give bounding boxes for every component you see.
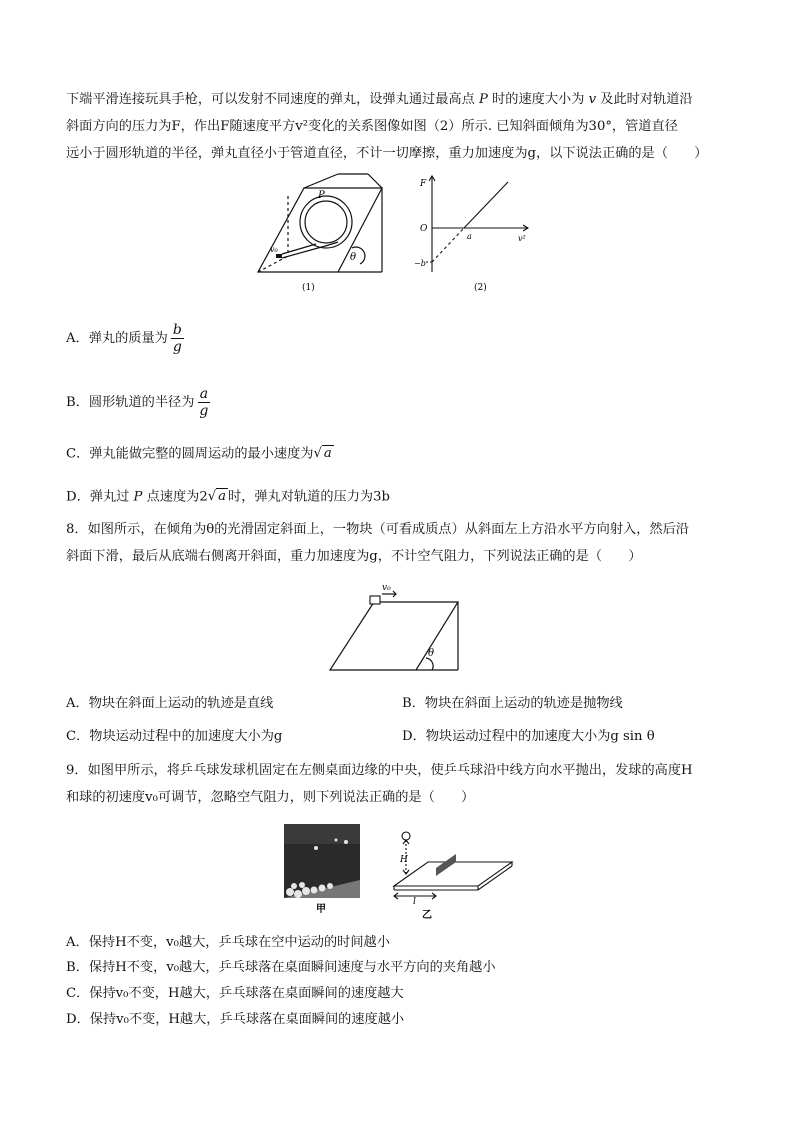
q7-option-a: A．弹丸的质量为 $\frac{b}{g}$	[66, 322, 182, 355]
ping-pong-ball	[402, 832, 410, 840]
origin-label: O	[420, 224, 428, 234]
q9-stem-line2: 和球的初速度v₀可调节，忽略空气阻力，则下列说法正确的是（ ）	[66, 790, 475, 805]
q8-option-b: B．物块在斜面上运动的轨迹是抛物线	[402, 696, 623, 711]
length-l-label: l	[413, 897, 416, 907]
q7-figure-1	[248, 168, 388, 296]
point-p-label: P	[318, 190, 325, 201]
figure-1-caption: (1)	[302, 283, 315, 293]
q9-diagram-yi	[386, 826, 516, 922]
graph-line-dashed	[432, 228, 464, 262]
theta-label: θ	[350, 252, 357, 263]
figure-2-caption: (2)	[474, 283, 487, 293]
q8-stem-line2: 斜面下滑，最后从底端右侧离开斜面，重力加速度为g，不计空气阻力，下列说法正确的是（ ）	[66, 549, 642, 564]
q8-incline	[330, 602, 458, 670]
q8-theta-label: θ	[428, 648, 435, 659]
q8-option-c: C．物块运动过程中的加速度大小为g	[66, 729, 283, 744]
q7-stem-line2: 斜面方向的压力为F，作出F随速度平方v²变化的关系图像如图（2）所示. 已知斜面倾角为30°，管道直径	[66, 119, 678, 134]
circular-track-inner	[305, 201, 347, 243]
q7-option-c: C．弹丸能做完整的圆周运动的最小速度为√ a	[66, 446, 332, 462]
v0-label: v₀	[270, 245, 278, 254]
a-label: a	[467, 232, 472, 241]
f-axis-label: F	[420, 179, 427, 189]
q9-option-b: B．保持H不变，v₀越大，乒乓球落在桌面瞬间速度与水平方向的夹角越小	[66, 960, 496, 975]
q8-v0-label: v₀	[382, 583, 391, 593]
q8-option-a: A．物块在斜面上运动的轨迹是直线	[66, 696, 274, 711]
q7-option-d: D．弹丸过 P 点速度为2√ a 时，弹丸对轨道的压力为3b	[66, 489, 390, 505]
photo-jia-caption: 甲	[316, 904, 326, 915]
q9-photo-jia	[284, 824, 360, 916]
q9-stem-line1: 9．如图甲所示，将乒乓球发球机固定在左侧桌面边缘的中央，使乒乓球沿中线方向水平抛出，发球的高度H	[66, 763, 693, 778]
q9-option-d: D．保持v₀不变，H越大，乒乓球落在桌面瞬间的速度越小	[66, 1012, 405, 1027]
v2-axis-label: v²	[518, 234, 526, 243]
minus-b-label: −b	[414, 259, 426, 268]
table-top	[394, 862, 512, 886]
diagram-yi-caption: 乙	[422, 910, 432, 921]
q7-stem-line3: 远小于圆形轨道的半径，弹丸直径小于管道直径，不计一切摩擦，重力加速度为g，以下说法正确的是（ ）	[66, 146, 708, 161]
q9-stem	[66, 757, 730, 811]
q7-figure-2	[412, 168, 536, 296]
table-net	[436, 854, 456, 876]
q7-stem	[66, 86, 730, 167]
q7-option-b: B．圆形轨道的半径为 $\frac{a}{g}$	[66, 386, 209, 419]
q8-option-d: D．物块运动过程中的加速度大小为g sin θ	[402, 729, 655, 744]
q9-option-a: A．保持H不变，v₀越大，乒乓球在空中运动的时间越小	[66, 935, 390, 950]
q9-option-c: C．保持v₀不变，H越大，乒乓球落在桌面瞬间的速度越大	[66, 986, 404, 1001]
block	[370, 596, 380, 604]
q8-stem-line1: 8．如图所示，在倾角为θ的光滑固定斜面上，一物块（可看成质点）从斜面左上方沿水平方向射入，然后沿	[66, 522, 689, 537]
q8-figure	[324, 576, 470, 676]
q7-stem-line1: 下端平滑连接玩具手枪，可以发射不同速度的弹丸，设弹丸通过最高点 P 时的速度大小为 v 及此时对轨道沿	[66, 92, 693, 107]
toy-gun	[276, 254, 282, 258]
q8-stem	[66, 516, 730, 570]
circular-track-outer	[300, 196, 352, 248]
graph-line-solid	[464, 182, 508, 228]
height-h-label: H	[400, 855, 408, 865]
